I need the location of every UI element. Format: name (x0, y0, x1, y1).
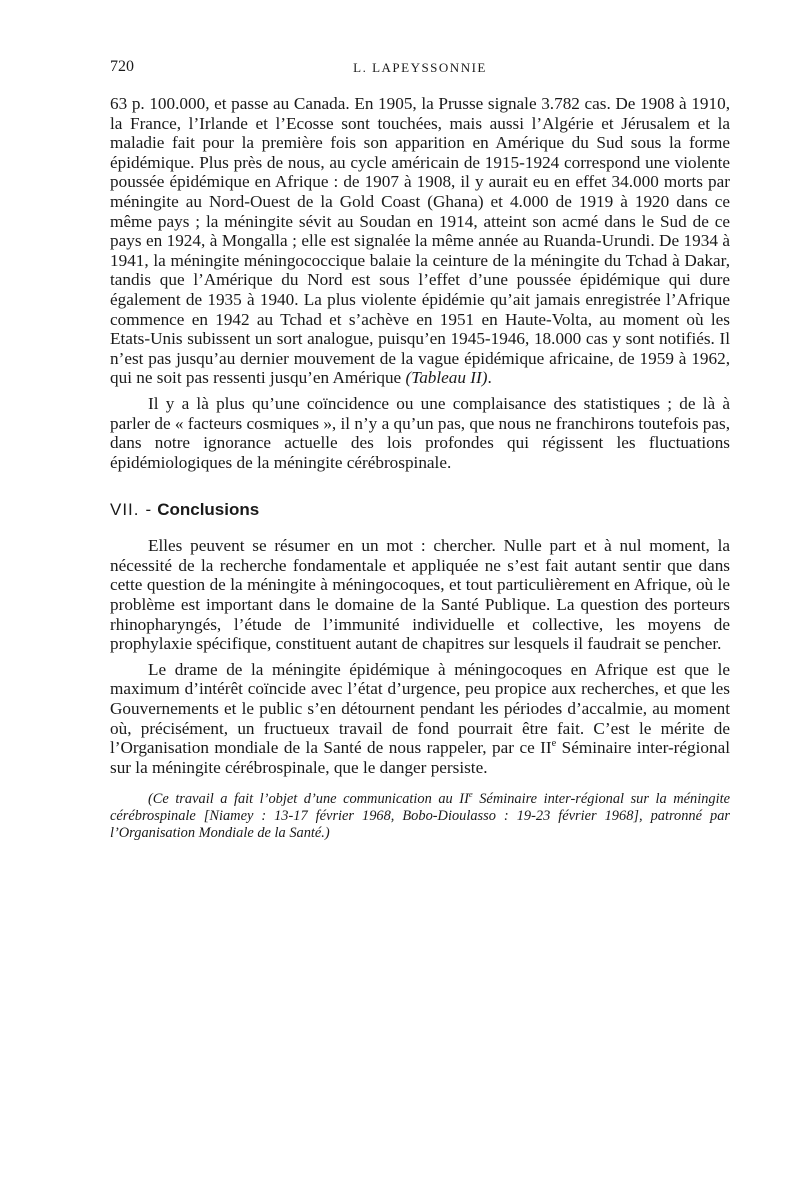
footnote-superscript: e (468, 789, 473, 800)
footnote-start: (Ce travail a fait l’objet d’une communication au II (148, 791, 469, 808)
page-header (110, 58, 730, 82)
body-paragraph-2: Il y a là plus qu’une coïncidence ou une complaisance des statistiques ; de là à parler de « facteurs cosmiques », il n’y a qu’un pas, que nous ne franchirons toutefois pas, dans notre ignorance actuelle des lois profondes qui régissent les fluctuations épidémiologiques de la méningite cérébrospinale. (110, 393, 731, 472)
ordinal-superscript: e (551, 738, 557, 749)
paragraph-1-text: 63 p. 100.000, et passe au Canada. En 1905, la Prusse signale 3.782 cas. De 1908 à 1910, la France, l’Irlande et l’Ecosse sont touchées, mais aussi l’Algérie et Jérusalem et la maladie fait pour la première fois son apparition en Amérique du Sud sous la forme épidémique. Plus près de nous, au cycle américain de 1915-1924 correspond une violente poussée épidémique en Afrique : de 1907 à 1908, il y aurait eu en effet 34.000 morts par méningite au Nord-Ouest de la Gold Coast (Ghana) et 4.000 de 1919 à 1920 dans ce même pays ; la méningite sévit au Soudan en 1914, atteint son acmé dans le Sud de ce pays en 1924, à Mongalla ; elle est signalée la même année au Ruanda-Urundi. De 1934 à 1941, la méningite méningococcique balaie la ceinture de la méningite du Tchad à Dakar, tandis que l’Amérique du Nord est sous l’effet d’une poussée épidémique qui dure également de 1935 à 1940. La plus violente épidémie qu’ait jamais enregistrée l’Afrique commence en 1942 au Tchad et s’achève en 1951 en Haute-Volta, au moment où les Etats-Unis subissent un sort analogue, puisqu’en 1945-1946, 18.000 cas y sont notifiés. Il n’est pas jusqu’au dernier mouvement de la vague épidémique africaine, de 1959 à 1962, qui ne soit pas ressenti jusqu’en Amérique (110, 94, 730, 388)
conclusions-paragraph-2 (110, 660, 730, 778)
section-number: VII. (110, 500, 140, 520)
footnote (110, 791, 730, 842)
conclusions-paragraph-2-start: Le drame de la méningite épidémique à méningocoques en Afrique est que le maximum d’intérêt coïncide avec l’état d’urgence, peu propice aux recherches, et que les Gouvernements et le public s’en détournent pendant les périodes d’accalmie, au moment où, précisément, un fructueux travail de fond pourrait être fait. C’est le mérite de l’Organisation mondiale de la Santé de nous rappeler, par ce II (110, 659, 730, 758)
section-dash: - (145, 500, 152, 520)
running-head: L. LAPEYSSONNIE (353, 60, 487, 75)
page (110, 58, 730, 842)
body-paragraph-1 (110, 94, 730, 388)
paragraph-1-end: . (487, 368, 492, 388)
section-title: Conclusions (157, 500, 260, 520)
conclusions-paragraph-2-end: Séminaire inter-régional sur la méningite cérébrospinale, que le danger persiste. (110, 738, 730, 777)
table-reference: (Tableau II) (405, 368, 488, 388)
footnote-end: Séminaire inter-régional sur la méningite cérébrospinale [Niamey : 13-17 février 1968, Bobo-Dioulasso : 19-23 février 1968], patronné par l’Organisation Mondiale de la Santé.) (110, 791, 730, 842)
conclusions-paragraph-1: Elles peuvent se résumer en un mot : chercher. Nulle part et à nul moment, la nécessité de la recherche fondamentale et appliquée ne s’est fait autant sentir que dans cette question de la méningite à méningocoques, et tout particulièrement en Afrique, où le problème est important dans le domaine de la Santé Publique. La question des porteurs rhinopharyngés, l’étude de l’immunité individuelle et collective, les moyens de prophylaxie spécifique, constituent autant de chapitres sur lesquels il faudrait se pencher. (110, 536, 730, 654)
page-number: 720 (110, 58, 134, 75)
section-heading (110, 500, 730, 520)
